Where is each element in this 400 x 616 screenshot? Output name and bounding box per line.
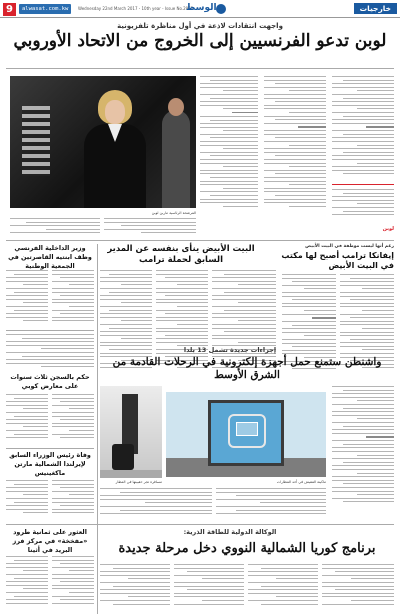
left-text-column xyxy=(6,394,48,446)
devices-kicker: إجراءات جديدة تشمل 13 بلدا xyxy=(183,346,277,354)
lead-kicker: واجهت انتقادات لاذعة في أول مناظرة تلفزيونية xyxy=(117,22,283,30)
lead-text-column xyxy=(200,76,258,236)
pull-quote-text xyxy=(332,189,394,223)
devices-text-column xyxy=(332,386,394,520)
devices-text-column xyxy=(216,488,326,522)
divider xyxy=(6,240,394,241)
newspaper-logo: الوسط xyxy=(186,3,217,13)
left-text-column xyxy=(52,556,94,612)
left-text-column xyxy=(6,334,94,370)
lead-caption-text xyxy=(104,218,196,240)
divider xyxy=(6,524,394,525)
issue-line: Wednesday 22nd March 2017 - 10th year - Issue No.2952 xyxy=(78,6,194,11)
left-text-column xyxy=(52,480,94,520)
lead-photo xyxy=(10,76,196,208)
nuclear-text-column xyxy=(248,564,318,614)
lead-headline: لوبن تدعو الفرنسيين إلى الخروج من الاتحاد الأوروبي xyxy=(13,31,387,51)
interior-minister-headline: وزير الداخلية الفرنسي وظف ابنتيه القاصرتين في الجمعية الوطنية xyxy=(8,244,92,270)
nuclear-kicker: الوكالة الدولية للطاقة الذرية: xyxy=(183,528,277,536)
section-label: خارجيات xyxy=(354,3,397,14)
scanner-photo-caption: ماكينة التفتيش في أحد المطارات xyxy=(276,480,326,484)
nuclear-text-column xyxy=(100,564,170,614)
page-number: 9 xyxy=(3,3,16,16)
white-house-headline: البيت الأبيض ينأى بنفسه عن المدير السابق لحملة ترامب xyxy=(107,244,255,265)
divider xyxy=(6,448,94,449)
devices-headline: واشنطن ستمنع حمل أجهزة إلكترونية في الرحلات القادمة من الشرق الأوسط xyxy=(112,356,382,381)
traveler-photo-caption: مسافرة تجر حقيبتها في المطار xyxy=(115,480,162,484)
lead-text-column xyxy=(264,76,326,236)
nuclear-text-column xyxy=(174,564,244,614)
scanner-photo xyxy=(166,392,326,477)
column-divider xyxy=(97,244,98,614)
trump-kicker: رغم أنها ليست موظفة في البيت الأبيض xyxy=(305,244,394,249)
traveler-photo xyxy=(100,386,162,478)
mcguinness-headline: وفاة رئيس الوزراء السابق لإيرلندا الشمالية مارتن ماكغينيس xyxy=(9,451,91,477)
site-address[interactable]: alwasat.com.kw xyxy=(19,4,71,14)
left-text-column xyxy=(6,480,48,520)
left-text-column xyxy=(52,394,94,446)
devices-text-column xyxy=(100,488,212,522)
divider xyxy=(6,68,394,69)
trump-headline: إيفانكا ترامب أصبح لها مكتب في البيت الأبيض xyxy=(281,251,394,270)
lead-text-column xyxy=(332,76,394,181)
left-text-column xyxy=(52,270,94,328)
cuban-dissident-headline: حكم بالسجن ثلاث سنوات على معارض كوبي xyxy=(10,373,90,390)
lead-caption-text xyxy=(10,218,100,240)
left-text-column xyxy=(6,556,48,612)
pull-quote-name: لوبن xyxy=(382,226,394,232)
nuclear-headline: برنامج كوريا الشمالية النووي دخل مرحلة جديدة xyxy=(118,541,376,556)
left-text-column xyxy=(6,270,48,328)
logo-icon xyxy=(216,4,226,14)
athens-parcels-headline: العثور على ثمانية طرود «مفخخة» في مركز فرز البريد في أثينا xyxy=(12,528,88,554)
divider xyxy=(6,330,94,331)
nuclear-text-column xyxy=(322,564,394,614)
lead-photo-caption: المرشحة الرئاسية مارين لوبن xyxy=(151,211,196,215)
